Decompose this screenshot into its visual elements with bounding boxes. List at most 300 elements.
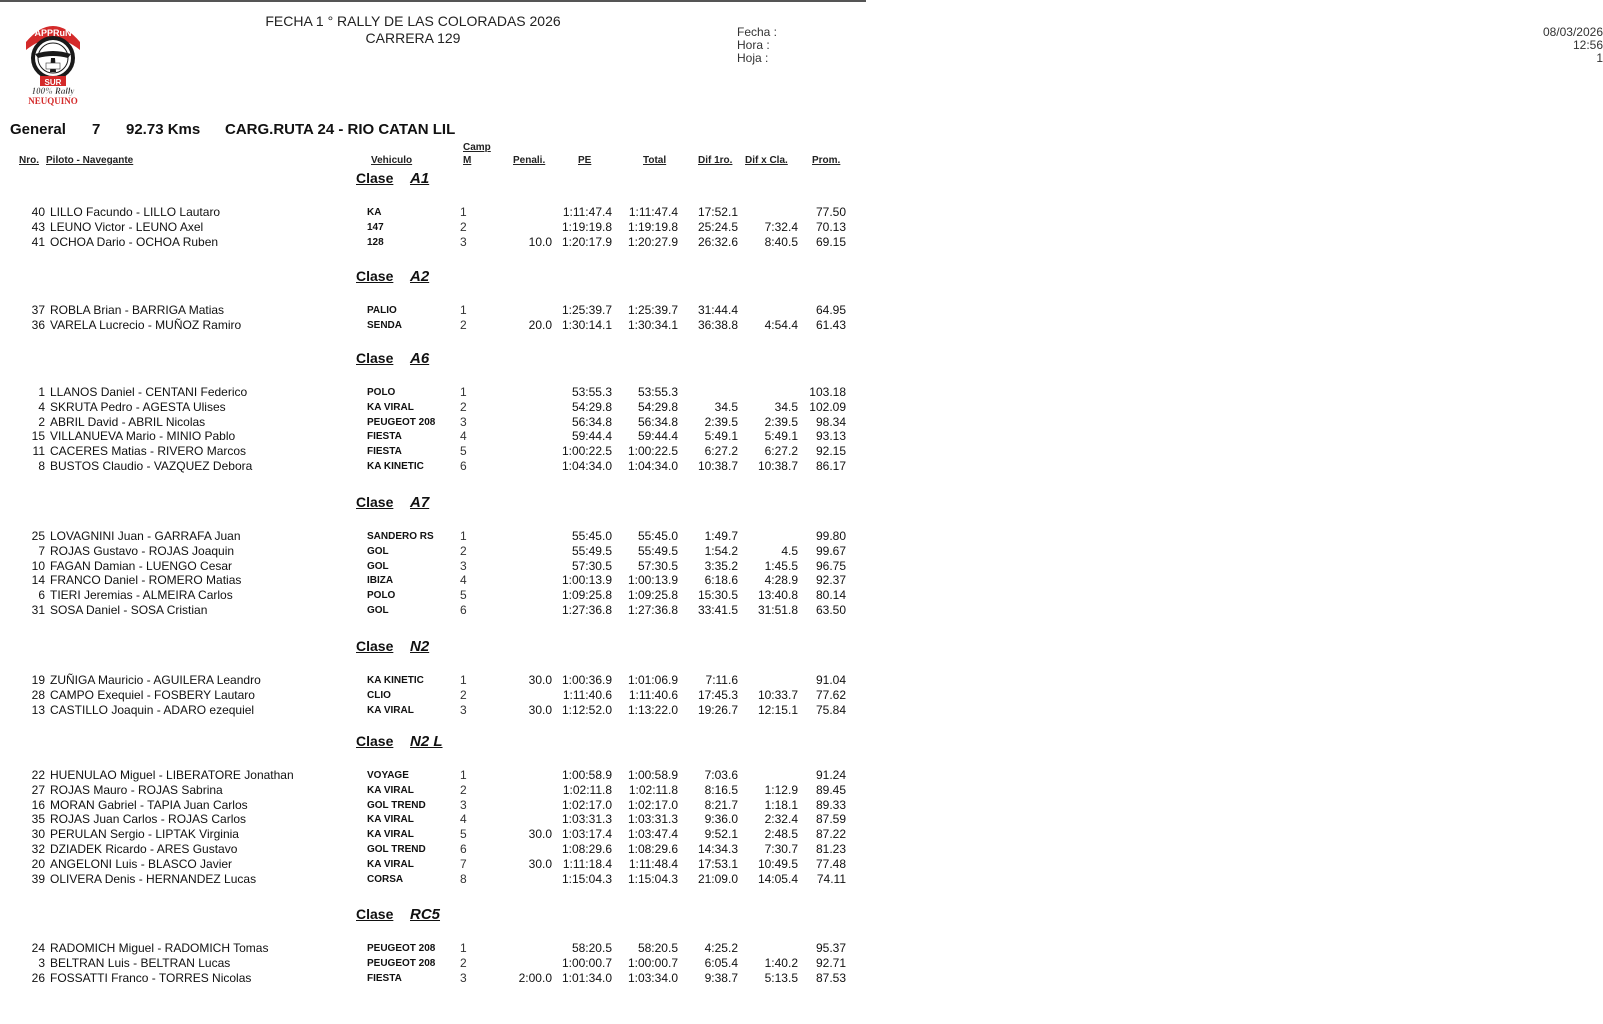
col-header-total: Total <box>643 155 667 166</box>
result-row <box>0 827 866 842</box>
stage-time: 56:34.8 <box>571 414 612 429</box>
vehicle: GOL TREND <box>367 844 426 855</box>
total-time: 1:11:47.4 <box>628 205 678 219</box>
position: 5 <box>460 827 467 842</box>
result-row <box>0 400 866 415</box>
class-code: RC5 <box>410 906 441 923</box>
diff-first: 9:36.0 <box>704 812 738 827</box>
average-speed: 96.75 <box>815 558 846 573</box>
position: 1 <box>460 673 467 687</box>
vehicle: KA KINETIC <box>367 675 424 686</box>
vehicle: FIESTA <box>367 446 402 458</box>
class-code: N2 L <box>410 733 443 750</box>
racer-number: 16 <box>31 797 45 812</box>
diff-class: 4.5 <box>781 543 798 558</box>
diff-class: 4:28.9 <box>764 573 798 588</box>
racer-names: CACERES Matias - RIVERO Marcos <box>50 444 247 459</box>
penalty: 30.0 <box>528 827 552 842</box>
stage-time: 1:00:36.9 <box>561 673 612 687</box>
diff-class: 5:13.5 <box>764 970 798 985</box>
average-speed: 87.53 <box>815 970 846 985</box>
diff-class: 7:30.7 <box>764 842 798 856</box>
average-speed: 102.09 <box>809 399 846 414</box>
total-time: 1:00:58.9 <box>627 768 678 782</box>
average-speed: 91.04 <box>815 673 846 687</box>
racer-names: VILLANUEVA Mario - MINIO Pablo <box>50 429 236 444</box>
position: 4 <box>460 429 467 444</box>
racer-names: BELTRAN Luis - BELTRAN Lucas <box>50 955 231 970</box>
diff-first: 7:03.6 <box>704 768 738 782</box>
racer-number: 41 <box>31 234 45 249</box>
meta-hoja <box>737 52 1603 65</box>
stage-time: 55:49.5 <box>571 543 612 558</box>
result-row <box>0 205 866 220</box>
stage-time: 1:20:17.9 <box>561 234 612 249</box>
diff-first: 10:38.7 <box>697 459 738 473</box>
vehicle: CLIO <box>367 689 391 701</box>
diff-first: 17:52.1 <box>697 205 738 219</box>
result-row <box>0 220 866 235</box>
stage-time: 1:25:39.7 <box>561 303 612 317</box>
total-time: 1:00:00.7 <box>627 955 678 970</box>
racer-names: LILLO Facundo - LILLO Lautaro <box>50 205 221 219</box>
stage-time: 1:30:14.1 <box>561 317 612 332</box>
position: 2 <box>460 317 467 332</box>
result-row <box>0 444 866 459</box>
svg-text:SUR: SUR <box>44 78 62 87</box>
stage-name: CARG.RUTA 24 - RIO CATAN LIL <box>225 121 456 138</box>
vehicle: IBIZA <box>367 575 394 587</box>
result-row <box>0 429 866 444</box>
hoja-value: 1 <box>1596 51 1603 65</box>
racer-names: TIERI Jeremias - ALMEIRA Carlos <box>50 588 233 603</box>
stage-time: 1:04:34.0 <box>561 459 612 473</box>
result-row <box>0 872 866 887</box>
event-title: FECHA 1 ° RALLY DE LAS COLORADAS 2026 <box>265 13 561 29</box>
position: 8 <box>460 871 467 886</box>
diff-class: 1:18.1 <box>764 797 798 812</box>
position: 3 <box>460 234 467 249</box>
col-header-camp: Camp <box>463 142 491 153</box>
average-speed: 75.84 <box>815 702 846 717</box>
stage-time: 1:08:29.6 <box>561 842 612 856</box>
position: 3 <box>460 970 467 985</box>
result-row <box>0 559 866 574</box>
stage-time: 1:11:47.4 <box>562 205 612 219</box>
diff-first: 15:30.5 <box>697 588 738 603</box>
position: 6 <box>460 603 467 617</box>
result-row <box>0 703 866 718</box>
stage-distance: 92.73 Kms <box>126 121 201 138</box>
position: 1 <box>460 941 467 955</box>
diff-class: 31:51.8 <box>757 603 798 617</box>
result-row <box>0 318 866 333</box>
diff-first: 5:49.1 <box>704 429 738 444</box>
diff-class: 4:54.4 <box>764 317 798 332</box>
position: 2 <box>460 782 467 797</box>
vehicle: PEUGEOT 208 <box>367 957 436 969</box>
col-header-dif1: Dif 1ro. <box>698 155 733 166</box>
racer-names: ROJAS Juan Carlos - ROJAS Carlos <box>50 812 247 827</box>
stage-time: 58:20.5 <box>571 941 612 955</box>
position: 2 <box>460 543 467 558</box>
result-row <box>0 529 866 544</box>
stage-time: 1:11:40.6 <box>562 687 612 702</box>
average-speed: 77.62 <box>815 687 846 702</box>
total-time: 1:19:19.8 <box>627 219 678 234</box>
racer-number: 4 <box>38 399 45 414</box>
general-label: General <box>10 121 66 138</box>
total-time: 1:04:34.0 <box>627 459 678 473</box>
vehicle: POLO <box>367 387 396 398</box>
total-time: 1:30:34.1 <box>627 317 678 332</box>
result-row <box>0 688 866 703</box>
result-row <box>0 235 866 250</box>
diff-class: 8:40.5 <box>764 234 798 249</box>
average-speed: 77.48 <box>815 856 846 871</box>
class-label: Clase <box>356 733 394 749</box>
diff-first: 6:18.6 <box>704 573 738 588</box>
racer-names: OLIVERA Denis - HERNANDEZ Lucas <box>50 871 257 886</box>
diff-first: 9:52.1 <box>704 827 738 842</box>
stage-time: 1:03:31.3 <box>561 812 612 827</box>
total-time: 54:29.8 <box>637 399 678 414</box>
penalty: 10.0 <box>528 234 552 249</box>
diff-first: 9:38.7 <box>704 970 738 985</box>
racer-number: 31 <box>31 603 45 617</box>
racer-names: ANGELONI Luis - BLASCO Javier <box>50 856 233 871</box>
diff-first: 6:27.2 <box>704 444 738 459</box>
average-speed: 91.24 <box>815 768 846 782</box>
racer-number: 26 <box>31 970 45 985</box>
vehicle: KA <box>367 207 382 218</box>
stage-time: 54:29.8 <box>571 399 612 414</box>
result-row <box>0 573 866 588</box>
stage-time: 1:00:58.9 <box>561 768 612 782</box>
diff-class: 12:15.1 <box>757 702 798 717</box>
col-header-camp-m: M <box>463 155 472 166</box>
fecha-value: 08/03/2026 <box>1542 25 1603 39</box>
vehicle: GOL <box>367 605 389 616</box>
diff-first: 25:24.5 <box>697 219 738 234</box>
position: 5 <box>460 588 467 603</box>
diff-class: 10:38.7 <box>757 459 798 473</box>
average-speed: 103.18 <box>809 385 846 399</box>
vehicle: GOL <box>367 545 389 557</box>
meta-hora <box>737 39 1603 52</box>
position: 1 <box>460 385 467 399</box>
position: 7 <box>460 856 467 871</box>
top-border <box>0 0 866 2</box>
diff-first: 1:54.2 <box>704 543 738 558</box>
racer-names: PERULAN Sergio - LIPTAK Virginia <box>50 827 239 842</box>
average-speed: 99.67 <box>815 543 846 558</box>
diff-first: 33:41.5 <box>697 603 738 617</box>
diff-first: 8:16.5 <box>704 782 738 797</box>
position: 6 <box>460 842 467 856</box>
position: 1 <box>460 205 467 219</box>
diff-first: 34.5 <box>714 399 738 414</box>
racer-names: OCHOA Dario - OCHOA Ruben <box>50 234 219 249</box>
result-row <box>0 812 866 827</box>
average-speed: 86.17 <box>815 459 846 473</box>
racer-names: ABRIL David - ABRIL Nicolas <box>50 414 206 429</box>
diff-first: 21:09.0 <box>697 871 738 886</box>
vehicle: PALIO <box>367 305 397 316</box>
racer-number: 36 <box>31 317 45 332</box>
racer-names: BUSTOS Claudio - VAZQUEZ Debora <box>50 459 253 473</box>
position: 2 <box>460 955 467 970</box>
average-speed: 89.33 <box>815 797 846 812</box>
racer-names: HUENULAO Miguel - LIBERATORE Jonathan <box>50 768 294 782</box>
racer-names: SOSA Daniel - SOSA Cristian <box>50 603 208 617</box>
diff-first: 1:49.7 <box>704 529 738 543</box>
col-header-vehiculo: Vehiculo <box>371 155 413 166</box>
class-code: A6 <box>410 350 430 367</box>
class-label: Clase <box>356 494 394 510</box>
stage-time: 1:27:36.8 <box>561 603 612 617</box>
stage-time: 1:15:04.3 <box>561 871 612 886</box>
fecha-label: Fecha : <box>737 25 778 39</box>
diff-class: 10:33.7 <box>757 687 798 702</box>
racer-number: 1 <box>38 385 45 399</box>
racer-number: 6 <box>38 588 45 603</box>
diff-class: 14:05.4 <box>757 871 798 886</box>
total-time: 1:15:04.3 <box>627 871 678 886</box>
position: 1 <box>460 768 467 782</box>
stage-time: 53:55.3 <box>571 385 612 399</box>
report-meta <box>737 25 1603 65</box>
racer-names: MORAN Gabriel - TAPIA Juan Carlos <box>50 797 248 812</box>
racer-names: FRANCO Daniel - ROMERO Matias <box>50 573 242 588</box>
col-header-piloto: Piloto - Navegante <box>46 155 134 166</box>
diff-class: 5:49.1 <box>764 429 798 444</box>
average-speed: 92.15 <box>815 444 846 459</box>
stage-time: 1:02:17.0 <box>561 797 612 812</box>
diff-class: 2:32.4 <box>764 812 798 827</box>
position: 3 <box>460 797 467 812</box>
total-time: 56:34.8 <box>637 414 678 429</box>
vehicle: KA VIRAL <box>367 401 414 413</box>
result-row <box>0 768 866 783</box>
diff-class: 7:32.4 <box>764 219 798 234</box>
total-time: 1:00:22.5 <box>627 444 678 459</box>
average-speed: 77.50 <box>815 205 846 219</box>
position: 2 <box>460 687 467 702</box>
diff-first: 14:34.3 <box>697 842 738 856</box>
svg-text:100% Rally: 100% Rally <box>31 86 75 96</box>
average-speed: 89.45 <box>815 782 846 797</box>
racer-number: 28 <box>31 687 45 702</box>
class-label: Clase <box>356 170 394 186</box>
hora-value: 12:56 <box>1572 38 1603 52</box>
stage-time: 1:09:25.8 <box>561 588 612 603</box>
racer-names: ROBLA Brian - BARRIGA Matias <box>50 303 225 317</box>
racer-names: CASTILLO Joaquin - ADARO ezequiel <box>50 702 255 717</box>
stage-time: 1:11:18.4 <box>562 856 612 871</box>
average-speed: 74.11 <box>816 871 846 886</box>
racer-number: 10 <box>31 558 45 573</box>
stage-time: 1:03:17.4 <box>561 827 612 842</box>
racer-number: 7 <box>38 543 45 558</box>
result-row <box>0 603 866 618</box>
stage-time: 1:01:34.0 <box>561 970 612 985</box>
stage-time: 57:30.5 <box>571 558 612 573</box>
total-time: 1:25:39.7 <box>627 303 678 317</box>
racer-names: RADOMICH Miguel - RADOMICH Tomas <box>50 941 269 955</box>
racer-number: 22 <box>31 768 45 782</box>
position: 2 <box>460 399 467 414</box>
class-label: Clase <box>356 350 394 366</box>
average-speed: 95.37 <box>815 941 846 955</box>
position: 6 <box>460 459 467 473</box>
total-time: 1:13:22.0 <box>627 702 678 717</box>
position: 5 <box>460 444 467 459</box>
average-speed: 69.15 <box>815 234 846 249</box>
average-speed: 63.50 <box>815 603 846 617</box>
hora-label: Hora : <box>737 38 770 52</box>
average-speed: 61.43 <box>815 317 846 332</box>
vehicle: PEUGEOT 208 <box>367 943 436 954</box>
svg-text:APPRuN: APPRuN <box>34 28 72 38</box>
class-code: A1 <box>410 170 430 187</box>
diff-first: 8:21.7 <box>704 797 738 812</box>
total-time: 1:11:40.6 <box>628 687 678 702</box>
diff-first: 17:53.1 <box>697 856 738 871</box>
class-code: A2 <box>410 268 430 285</box>
total-time: 55:45.0 <box>637 529 678 543</box>
stage-time: 1:00:00.7 <box>561 955 612 970</box>
diff-class: 2:39.5 <box>764 414 798 429</box>
total-time: 1:09:25.8 <box>627 588 678 603</box>
result-row <box>0 857 866 872</box>
average-speed: 98.34 <box>815 414 846 429</box>
total-time: 1:01:06.9 <box>627 673 678 687</box>
class-label: Clase <box>356 638 394 654</box>
diff-class: 1:12.9 <box>764 782 798 797</box>
diff-first: 6:05.4 <box>704 955 738 970</box>
racer-number: 39 <box>31 871 45 886</box>
vehicle: 128 <box>367 236 384 248</box>
penalty: 2:00.0 <box>518 970 552 985</box>
racer-number: 15 <box>31 429 45 444</box>
average-speed: 92.37 <box>815 573 846 588</box>
result-row <box>0 673 866 688</box>
racer-number: 43 <box>31 219 45 234</box>
diff-class: 2:48.5 <box>764 827 798 842</box>
racer-names: DZIADEK Ricardo - ARES Gustavo <box>50 842 238 856</box>
stage-time: 1:00:13.9 <box>561 573 612 588</box>
average-speed: 64.95 <box>815 303 846 317</box>
total-time: 55:49.5 <box>637 543 678 558</box>
racer-names: ROJAS Gustavo - ROJAS Joaquin <box>50 543 235 558</box>
diff-first: 7:11.6 <box>705 673 738 687</box>
class-label: Clase <box>356 268 394 284</box>
racer-names: LOVAGNINI Juan - GARRAFA Juan <box>50 529 241 543</box>
col-header-penali: Penali. <box>513 155 546 166</box>
total-time: 1:00:13.9 <box>627 573 678 588</box>
total-time: 1:20:27.9 <box>627 234 678 249</box>
stage-time: 59:44.4 <box>571 429 612 444</box>
total-time: 1:03:31.3 <box>627 812 678 827</box>
diff-class: 10:49.5 <box>757 856 798 871</box>
racer-names: ZUÑIGA Mauricio - AGUILERA Leandro <box>50 673 261 687</box>
position: 1 <box>460 529 467 543</box>
col-header-difcla: Dif x Cla. <box>745 155 788 166</box>
racer-number: 8 <box>38 459 45 473</box>
diff-first: 36:38.8 <box>697 317 738 332</box>
average-speed: 87.22 <box>815 827 846 842</box>
result-row <box>0 303 866 318</box>
result-row <box>0 459 866 474</box>
total-time: 58:20.5 <box>637 941 678 955</box>
racer-number: 32 <box>31 842 45 856</box>
stage-time: 1:02:11.8 <box>562 782 612 797</box>
vehicle: 147 <box>367 221 384 233</box>
class-label: Clase <box>356 906 394 922</box>
result-row <box>0 544 866 559</box>
result-row <box>0 956 866 971</box>
racer-number: 19 <box>31 673 45 687</box>
total-time: 53:55.3 <box>637 385 678 399</box>
position: 3 <box>460 558 467 573</box>
stage-time: 55:45.0 <box>571 529 612 543</box>
racer-number: 30 <box>31 827 45 842</box>
racer-number: 25 <box>31 529 45 543</box>
penalty: 30.0 <box>528 856 552 871</box>
total-time: 57:30.5 <box>637 558 678 573</box>
diff-first: 26:32.6 <box>697 234 738 249</box>
racer-number: 11 <box>32 444 45 459</box>
diff-class: 13:40.8 <box>757 588 798 603</box>
total-time: 1:03:34.0 <box>627 970 678 985</box>
vehicle: SANDERO RS <box>367 531 434 542</box>
total-time: 1:02:11.8 <box>628 782 678 797</box>
diff-first: 31:44.4 <box>697 303 738 317</box>
average-speed: 93.13 <box>815 429 846 444</box>
diff-first: 17:45.3 <box>697 687 738 702</box>
average-speed: 92.71 <box>815 955 846 970</box>
position: 3 <box>460 702 467 717</box>
result-row <box>0 385 866 400</box>
vehicle: KA KINETIC <box>367 461 424 472</box>
result-row <box>0 588 866 603</box>
position: 4 <box>460 812 467 827</box>
racer-names: LEUNO Victor - LEUNO Axel <box>50 219 204 234</box>
racer-names: ROJAS Mauro - ROJAS Sabrina <box>50 782 223 797</box>
class-code: N2 <box>410 638 430 655</box>
vehicle: FIESTA <box>367 431 402 443</box>
diff-class: 1:45.5 <box>764 558 798 573</box>
racer-number: 13 <box>31 702 45 717</box>
result-row <box>0 842 866 857</box>
average-speed: 70.13 <box>815 219 846 234</box>
racer-number: 2 <box>38 414 45 429</box>
result-row <box>0 798 866 813</box>
average-speed: 80.14 <box>815 588 846 603</box>
stage-time: 1:19:19.8 <box>561 219 612 234</box>
diff-first: 19:26.7 <box>697 702 738 717</box>
total-time: 1:02:17.0 <box>627 797 678 812</box>
racer-names: VARELA Lucrecio - MUÑOZ Ramiro <box>50 317 242 332</box>
position: 3 <box>460 414 467 429</box>
racer-names: SKRUTA Pedro - AGESTA Ulises <box>50 399 226 414</box>
average-speed: 87.59 <box>815 812 846 827</box>
vehicle: CORSA <box>367 873 404 885</box>
col-header-pe: PE <box>578 155 592 166</box>
racer-number: 3 <box>38 955 45 970</box>
vehicle: PEUGEOT 208 <box>367 416 436 428</box>
